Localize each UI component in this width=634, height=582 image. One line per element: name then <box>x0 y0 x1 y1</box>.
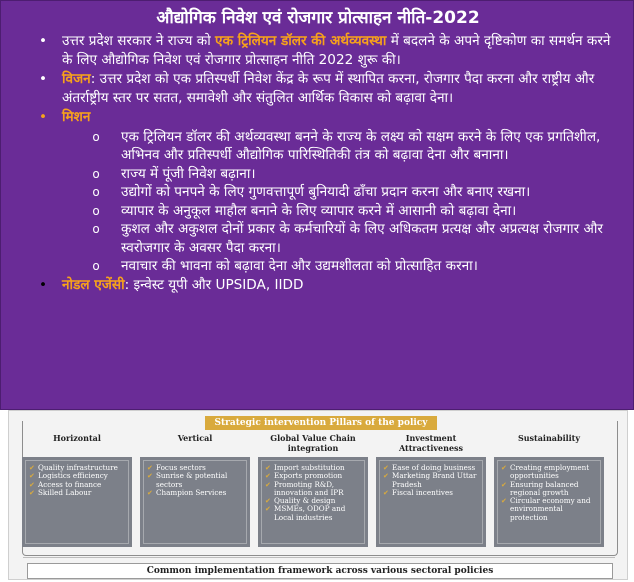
nodal-label: नोडल एजेंसी <box>62 276 125 293</box>
check-icon: ✔ <box>265 497 271 506</box>
pillar-title: Vertical <box>177 433 213 443</box>
pillar-list-item: ✔ MSMEs, ODOP and Local industries <box>265 504 346 522</box>
check-icon: ✔ <box>383 488 389 497</box>
check-icon: ✔ <box>265 505 271 514</box>
check-icon: ✔ <box>383 464 389 472</box>
pillar-list <box>147 464 243 497</box>
circle-bullet-icon: o <box>92 129 100 144</box>
vision-item <box>35 70 620 107</box>
check-icon: ✔ <box>29 472 35 481</box>
intro-item <box>35 32 620 69</box>
check-icon: ✔ <box>147 472 153 481</box>
pillar-title: Horizontal <box>53 433 101 443</box>
check-icon: ✔ <box>29 480 35 489</box>
intro-after: में बदलने के अपने दृष्टिकोण का समर्थन करने के लिए औद्योगिक निवेश एवं रोजगार प्रोत्साहन नीति 2022 शुरू की। <box>62 33 611 68</box>
bullet-icon: • <box>38 71 48 87</box>
circle-bullet-icon: o <box>92 222 100 236</box>
pillar-box <box>258 457 368 547</box>
page-title: औद्योगिक निवेश एवं रोजगार प्रोत्साहन नीति-2022 <box>156 8 480 28</box>
mission-item-text: एक ट्रिलियन डॉलर की अर्थव्यवस्था बनने के राज्य के लक्ष्य को सक्षम करने के लिए एक प्रगतिशील, अभिनव और प्रतिस्पर्धी औद्योगिक पारिस्थितिकी तंत्र को बढ़ावा देना और बनाना। <box>121 128 601 163</box>
mission-list-item <box>88 220 620 257</box>
pillar-box <box>140 457 250 547</box>
bullet-icon: • <box>38 33 48 49</box>
pillar-title: Global Value Chain integration <box>270 433 356 453</box>
pillar-list-item: ✔ Logistics efficiency <box>29 471 108 481</box>
pillar-list-item: ✔ Ensuring balanced regional growth <box>501 479 579 497</box>
mission-list-item <box>88 165 620 184</box>
intro-before: उत्तर प्रदेश सरकार ने राज्य को <box>62 33 216 49</box>
diagram-divider <box>23 557 615 558</box>
pillar-list-item: ✔ Exports promotion <box>265 471 343 481</box>
bullet-icon: • <box>38 109 48 125</box>
mission-list-item <box>88 202 620 221</box>
mission-list-item <box>88 128 620 165</box>
circle-bullet-icon: o <box>92 203 100 218</box>
pillar-box <box>376 457 486 547</box>
pillars-diagram <box>8 410 628 580</box>
pillar-title: Investment Attractiveness <box>398 433 464 453</box>
mission-label: मिशन <box>62 109 91 125</box>
mission-item-text: कुशल और अकुशल दोनों प्रकार के कर्मचारियों के लिए अधिकतम प्रत्यक्ष और अप्रत्यक्ष रोजगार और स्वरोजगार के अवसर पैदा करना। <box>121 221 603 256</box>
check-icon: ✔ <box>383 472 389 481</box>
mission-item-text: नवाचार की भावना को बढ़ावा देना और उद्यमशीलता को प्रोत्साहित करना। <box>121 258 478 274</box>
pillar-box <box>22 457 132 547</box>
pillar-list-item: ✔ Sunrise & potential sectors <box>147 471 228 489</box>
check-icon: ✔ <box>147 488 153 497</box>
pillar-list <box>501 464 597 522</box>
policy-body <box>35 32 620 295</box>
pillar-list-item: ✔ Ease of doing business <box>383 463 476 472</box>
check-icon: ✔ <box>265 472 271 481</box>
check-icon: ✔ <box>265 480 271 489</box>
mission-list-item <box>88 257 620 276</box>
check-icon: ✔ <box>265 464 271 472</box>
pillar-list-item: ✔ Quality infrastructure <box>29 463 118 472</box>
mission-item-text: व्यापार के अनुकूल माहौल बनाने के लिए व्यापार करने में आसानी को बढ़ावा देना। <box>121 202 517 219</box>
check-icon: ✔ <box>501 480 507 489</box>
pillar-list-item: ✔ Creating employment opportunities <box>501 463 590 481</box>
circle-bullet-icon: o <box>92 185 100 199</box>
mission-item-text: राज्य में पूंजी निवेश बढ़ाना। <box>121 165 256 182</box>
diagram-header: Strategic intervention Pillars of the policy <box>205 416 437 430</box>
pillar-list-item: ✔ Focus sectors <box>147 463 206 472</box>
vision-label: विजन <box>62 71 91 87</box>
mission-item-text: उद्योगों को पनपने के लिए गुणवत्तापूर्ण बुनियादी ढाँचा प्रदान करना और बनाए रखना। <box>121 184 531 200</box>
pillar-list-item: ✔ Quality & design <box>265 496 336 506</box>
pillar-list-item: ✔ Circular economy and environmental protection <box>501 496 591 522</box>
intro-highlight: एक ट्रिलियन डॉलर की अर्थव्यवस्था <box>215 33 387 49</box>
pillar-list-item: ✔ Import substitution <box>265 463 345 472</box>
circle-bullet-icon: o <box>92 166 100 181</box>
check-icon: ✔ <box>501 497 507 506</box>
check-icon: ✔ <box>29 488 35 497</box>
pillar-list <box>29 464 125 497</box>
nodal-item <box>35 276 620 295</box>
pillar-list-item: ✔ Champion Services <box>147 487 227 497</box>
pillar-box <box>494 457 604 547</box>
pillar-list-item: ✔ Skilled Labour <box>29 487 92 497</box>
vision-text: : उत्तर प्रदेश को एक प्रतिस्पर्धी निवेश केंद्र के रूप में स्थापित करना, रोजगार पैदा करना और राष्ट्रीय और अंतर्राष्ट्रीय स्तर पर सतत, समावेशी और संतुलित आर्थिक विकास को बढ़ावा देना। <box>62 71 595 106</box>
circle-bullet-icon: o <box>92 259 100 273</box>
mission-list <box>88 128 620 276</box>
nodal-text: : इन्वेस्ट यूपी और UPSIDA, IIDD <box>124 276 304 293</box>
check-icon: ✔ <box>29 464 35 472</box>
pillar-list-item: ✔ Promoting R&D, innovation and IPR <box>265 479 344 497</box>
bullet-icon: • <box>38 276 48 293</box>
check-icon: ✔ <box>147 464 153 472</box>
pillar-list-item: ✔ Fiscal incentives <box>383 487 453 497</box>
pillar-list-item: ✔ Access to finance <box>29 479 102 489</box>
pillar-list <box>383 464 479 497</box>
pillar-list <box>265 464 361 522</box>
mission-item <box>35 108 620 127</box>
mission-list-item <box>88 183 620 202</box>
pillar-title: Sustainability <box>517 433 581 443</box>
diagram-footer: Common implementation framework across various sectoral policies <box>27 563 613 579</box>
check-icon: ✔ <box>501 464 507 472</box>
pillar-list-item: ✔ Marketing Brand Uttar Pradesh <box>383 471 477 489</box>
